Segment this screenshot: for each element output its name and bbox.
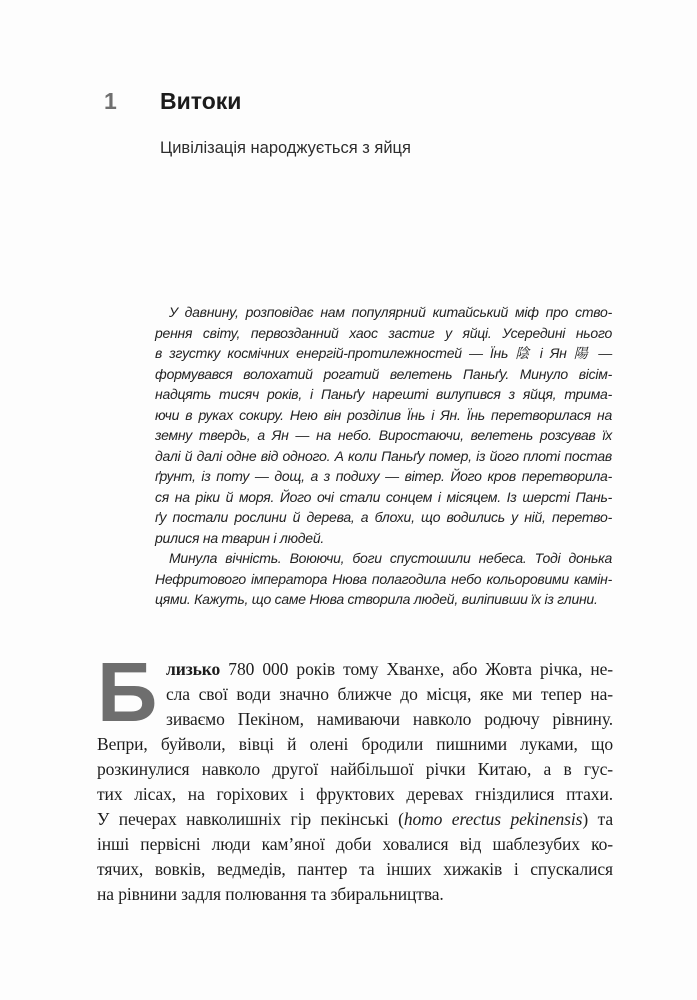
text-line: формувався волохатий рогатий велетень Паньґу. Минуло вісім-	[155, 365, 612, 382]
text-line: Вепри, буйволи, вівці й олені бродили пишними луками, що	[97, 734, 613, 754]
text-line	[97, 657, 613, 682]
text-line: Минула вічність. Воюючи, боги спустошили небеса. Тоді донька	[169, 550, 612, 566]
text-span: ) та	[582, 809, 613, 829]
text-line	[97, 807, 613, 832]
chapter-title: Витоки	[160, 88, 242, 114]
text-line: ґрунт, із поту — дощ, а з подиху — вітер. Його кров перетворила-	[155, 468, 612, 484]
text-span: 780 000 років тому Хванхе, або Жовта річка, не-	[220, 659, 613, 679]
text-line: розкинулися навколо другої найбільшої річки Китаю, а в гус-	[97, 759, 613, 779]
text-line: інші первісні люди кам’яної доби ховалися від шаблезубих ко-	[97, 834, 613, 854]
myth-epigraph-block	[155, 302, 612, 610]
text-line: в згустку космічних енергій-протилежностей — Їнь 陰 і Ян 陽 —	[155, 345, 612, 361]
text-line: рилися на тварин і людей.	[155, 529, 324, 546]
text-line: ся на ріки й моря. Його очі стали сонцем і місяцем. Із шерсті Пань-	[155, 488, 612, 505]
latin-species-name: homo erectus pekinensis	[403, 809, 583, 829]
drop-cap: Б	[97, 645, 158, 739]
body-paragraph	[97, 645, 613, 907]
text-line: тих лісах, на горіхових і фруктових деревах гніздилися птахи.	[97, 784, 613, 804]
text-line: У давнину, розповідає нам популярний китайський міф про ство-	[169, 304, 612, 320]
text-line: Нефритового імператора Нюва полагодила небо кольоровими камін-	[155, 570, 612, 587]
chapter-subtitle: Цивілізація народжується з яйця	[160, 139, 411, 157]
text-line: надцять тисяч років, і Паньґу нарешті вилупився з яйця, трима-	[155, 386, 612, 402]
text-line: цями. Кажуть, що саме Нюва створила людей, виліпивши їх із глини.	[155, 591, 598, 607]
text-line: тячих, вовків, ведмедів, пантер та інших хижаків і спускалися	[97, 859, 613, 879]
text-line: далі й далі одне від одного. А коли Паньґу помер, із його плоті постав	[155, 447, 612, 464]
text-line: ґу постали рослини й дерева, а блохи, що водились у ній, перетво-	[155, 509, 612, 525]
text-line: земну твердь, а Ян — на небо. Виростаючи, велетень розсував їх	[155, 427, 612, 443]
text-span: У печерах навколишніх гір пекінські (	[97, 809, 404, 829]
chapter-number: 1	[104, 88, 117, 114]
text-line: рення світу, первозданний хаос застиг у яйці. Усередині нього	[155, 324, 612, 341]
text-line: на рівнини задля полювання та збиральництва.	[97, 884, 444, 904]
lead-word: лизько	[166, 659, 221, 679]
text-line: сла свої води значно ближче до місця, яке ми тепер на-	[166, 684, 613, 704]
text-line: ючи в руках сокиру. Нею він розділив Їнь і Ян. Їнь перетворилася на	[155, 406, 612, 423]
text-line: зиваємо Пекіном, намиваючи навколо родючу рівнину.	[166, 709, 613, 729]
